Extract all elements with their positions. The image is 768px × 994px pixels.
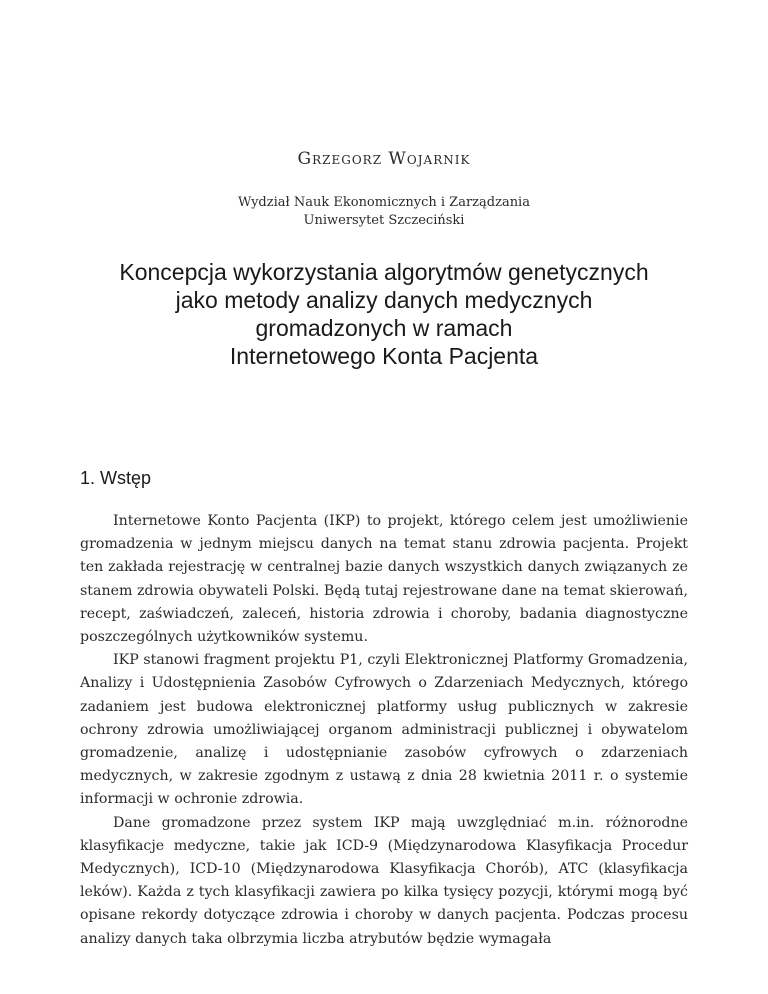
author-name: Grzegorz Wojarnik bbox=[297, 149, 471, 169]
affiliation-university: Uniwersytet Szczeciński bbox=[303, 213, 465, 228]
section-heading: 1. Wstęp bbox=[80, 468, 152, 488]
title-line-2: jako metody analizy danych medycznych bbox=[175, 287, 593, 313]
affiliation bbox=[0, 194, 768, 230]
title-line-3: gromadzonych w ramach bbox=[255, 315, 513, 341]
title-line-1: Koncepcja wykorzystania algorytmów genetycznych bbox=[119, 259, 649, 285]
paragraph-1: Internetowe Konto Pacjenta (IKP) to projekt, którego celem jest umożliwienie gromadzenia w jednym miejscu danych na temat stanu zdrowia pacjenta. Projekt ten zakłada rejestrację w centralnej bazie danych wszystkich danych związanych ze stanem zdrowia obywateli Polski. Będą tutaj rejestrowane dane na temat skierowań, recept, zaświadczeń, zaleceń, historia zdrowia i choroby, badania diagnostyczne poszczególnych użytkowników systemu. bbox=[80, 513, 688, 646]
body-text bbox=[80, 510, 688, 951]
title-line-4: Internetowego Konta Pacjenta bbox=[229, 343, 539, 369]
paragraph-3: Dane gromadzone przez system IKP mają uwzględniać m.in. różnorodne klasyfikacje medyczne, takie jak ICD-9 (Międzynarodowa Klasyfikacja Procedur Medycznych), ICD-10 (Międzynarodowa Klasyfikacja Chorób), ATC (klasyfikacja leków). Każda z tych klasyfikacji zawiera po kilka tysięcy pozycji, którymi mogą być opisane rekordy dotyczące zdrowia i choroby w danych pacjenta. Podczas procesu analizy danych taka olbrzymia liczba atrybutów będzie wymagała bbox=[80, 814, 688, 947]
affiliation-faculty: Wydział Nauk Ekonomicznych i Zarządzania bbox=[238, 195, 530, 210]
paper-title bbox=[60, 258, 708, 370]
paragraph-2: IKP stanowi fragment projektu P1, czyli Elektronicznej Platformy Gromadzenia, Analizy i Udostępnienia Zasobów Cyfrowych o Zdarzeniach Medycznych, którego zadaniem jest budowa elektronicznej platformy usług publicznych w zakresie ochrony zdrowia umożliwiającej organom administracji publicznej i obywatelom gromadzenie, analizę i udostępnianie zasobów cyfrowych o zdarzeniach medycznych, w zakresie zgodnym z ustawą z dnia 28 kwietnia 2011 r. o systemie informacji w ochronie zdrowia. bbox=[80, 652, 688, 808]
